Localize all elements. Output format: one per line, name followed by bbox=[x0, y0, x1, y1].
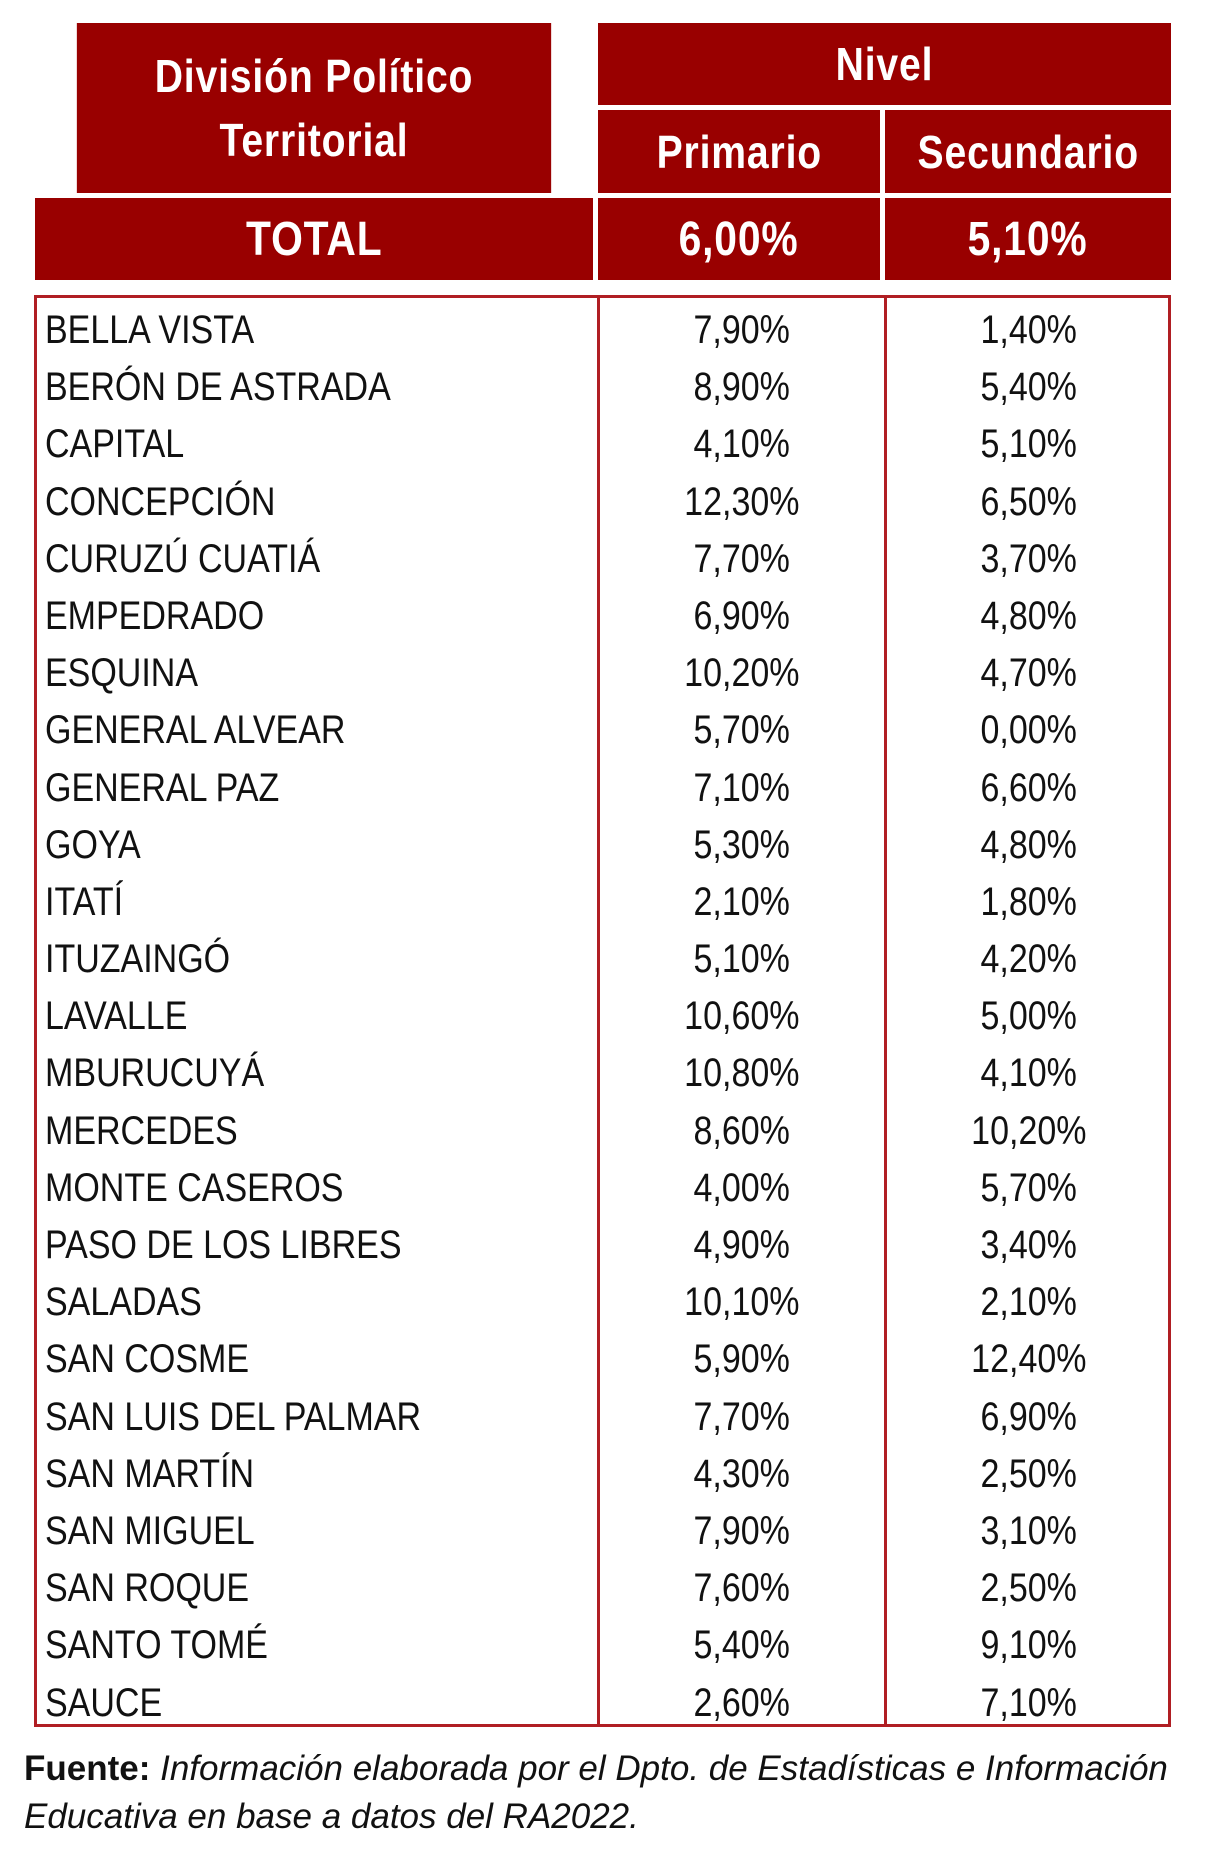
row-name: CONCEPCIÓN bbox=[45, 479, 276, 524]
table-row bbox=[37, 1217, 1168, 1274]
source-label: Fuente: bbox=[24, 1749, 151, 1788]
row-primario-cell bbox=[600, 817, 884, 874]
row-primario: 10,10% bbox=[684, 1280, 800, 1325]
row-secundario: 9,10% bbox=[980, 1623, 1078, 1668]
table-row bbox=[37, 416, 1168, 473]
row-secundario: 3,70% bbox=[980, 536, 1078, 581]
row-primario: 4,90% bbox=[693, 1223, 791, 1267]
row-name: ESQUINA bbox=[45, 651, 199, 696]
row-secundario-cell bbox=[887, 817, 1171, 874]
row-primario-cell bbox=[600, 1503, 884, 1560]
row-name: SALADAS bbox=[45, 1280, 202, 1325]
row-primario: 10,80% bbox=[684, 1051, 800, 1096]
row-primario-cell bbox=[600, 874, 884, 931]
row-primario-cell bbox=[600, 1389, 884, 1446]
header-nivel bbox=[598, 23, 1171, 105]
row-primario-cell bbox=[600, 1274, 884, 1331]
row-secundario-cell bbox=[887, 1446, 1171, 1503]
row-primario-cell bbox=[600, 760, 884, 817]
row-name: LAVALLE bbox=[45, 994, 188, 1039]
row-secundario-cell bbox=[887, 702, 1171, 759]
row-name: MERCEDES bbox=[45, 1108, 238, 1153]
table-row bbox=[37, 702, 1168, 759]
row-secundario-cell bbox=[887, 1675, 1171, 1732]
row-primario: 5,10% bbox=[693, 937, 791, 982]
table-row bbox=[37, 931, 1168, 988]
row-primario: 7,70% bbox=[693, 1394, 791, 1439]
table-row bbox=[37, 645, 1168, 702]
row-primario: 12,30% bbox=[684, 479, 800, 524]
row-primario: 5,70% bbox=[693, 708, 791, 753]
table-row bbox=[37, 1675, 1168, 1732]
total-label-text: TOTAL bbox=[245, 212, 383, 266]
header-division bbox=[77, 23, 551, 193]
row-secundario: 4,80% bbox=[980, 822, 1078, 867]
row-secundario-cell bbox=[887, 1503, 1171, 1560]
data-table bbox=[34, 295, 1171, 1727]
row-primario: 2,60% bbox=[693, 1680, 791, 1725]
row-primario: 4,10% bbox=[693, 422, 791, 467]
row-name: BELLA VISTA bbox=[45, 308, 255, 352]
row-secundario-cell bbox=[887, 1331, 1171, 1388]
row-secundario-cell bbox=[887, 531, 1171, 588]
row-secundario-cell bbox=[887, 474, 1171, 531]
row-secundario: 1,40% bbox=[980, 308, 1078, 352]
header-division-line2: Territorial bbox=[219, 114, 409, 166]
table-row bbox=[37, 302, 1168, 359]
row-secundario-cell bbox=[887, 1389, 1171, 1446]
row-name: GENERAL ALVEAR bbox=[45, 708, 346, 753]
source-text: Información elaborada por el Dpto. de Estadísticas e Información Educativa en base a datos del RA2022. bbox=[24, 1749, 1168, 1836]
row-name: GOYA bbox=[45, 822, 141, 867]
row-secundario: 1,80% bbox=[980, 879, 1078, 924]
table-row bbox=[37, 988, 1168, 1045]
row-primario-cell bbox=[600, 302, 884, 359]
row-secundario: 4,80% bbox=[980, 593, 1078, 638]
row-secundario-cell bbox=[887, 302, 1171, 359]
row-primario: 5,30% bbox=[693, 822, 791, 867]
row-name: EMPEDRADO bbox=[45, 593, 265, 638]
row-secundario: 5,10% bbox=[980, 422, 1078, 467]
row-primario: 4,30% bbox=[693, 1451, 791, 1496]
table-row bbox=[37, 1103, 1168, 1160]
row-secundario-cell bbox=[887, 588, 1171, 645]
row-primario: 8,90% bbox=[693, 365, 791, 410]
table-row bbox=[37, 359, 1168, 416]
row-secundario: 6,50% bbox=[980, 479, 1078, 524]
row-primario-cell bbox=[600, 1331, 884, 1388]
table-row bbox=[37, 1446, 1168, 1503]
row-name: SAUCE bbox=[45, 1680, 163, 1725]
row-secundario-cell bbox=[887, 645, 1171, 702]
total-secundario bbox=[885, 198, 1171, 280]
row-name: CAPITAL bbox=[45, 422, 185, 467]
row-primario-cell bbox=[600, 474, 884, 531]
row-secundario: 2,50% bbox=[980, 1566, 1078, 1611]
row-secundario-cell bbox=[887, 1617, 1171, 1674]
row-secundario: 4,70% bbox=[980, 651, 1078, 696]
row-primario: 8,60% bbox=[693, 1108, 791, 1153]
total-primario-value: 6,00% bbox=[679, 212, 799, 266]
row-name: ITUZAINGÓ bbox=[45, 937, 231, 982]
row-name: SAN MIGUEL bbox=[45, 1508, 255, 1553]
row-secundario: 6,90% bbox=[980, 1394, 1078, 1439]
row-name: MBURUCUYÁ bbox=[45, 1051, 265, 1096]
row-primario-cell bbox=[600, 1617, 884, 1674]
table-row bbox=[37, 588, 1168, 645]
row-secundario: 4,10% bbox=[980, 1051, 1078, 1096]
row-secundario: 0,00% bbox=[980, 708, 1078, 753]
row-secundario: 10,20% bbox=[971, 1108, 1087, 1153]
row-name: SAN MARTÍN bbox=[45, 1451, 255, 1496]
row-name: BERÓN DE ASTRADA bbox=[45, 365, 391, 410]
row-secundario-cell bbox=[887, 1103, 1171, 1160]
table-row bbox=[37, 760, 1168, 817]
header-nivel-label: Nivel bbox=[835, 38, 934, 90]
row-primario-cell bbox=[600, 1160, 884, 1217]
row-name: SAN ROQUE bbox=[45, 1566, 250, 1611]
row-secundario: 5,00% bbox=[980, 994, 1078, 1039]
source-note bbox=[24, 1745, 1194, 1841]
row-primario: 2,10% bbox=[693, 879, 791, 924]
row-primario-cell bbox=[600, 531, 884, 588]
row-primario-cell bbox=[600, 931, 884, 988]
header-primario-label: Primario bbox=[656, 125, 822, 178]
row-secundario: 12,40% bbox=[971, 1337, 1087, 1382]
table-row bbox=[37, 817, 1168, 874]
table-row bbox=[37, 1560, 1168, 1617]
row-primario-cell bbox=[600, 588, 884, 645]
row-secundario: 4,20% bbox=[980, 937, 1078, 982]
row-primario: 4,00% bbox=[693, 1165, 791, 1210]
row-secundario: 3,40% bbox=[980, 1223, 1078, 1267]
row-primario-cell bbox=[600, 988, 884, 1045]
table-rows bbox=[37, 302, 1168, 1732]
row-name: PASO DE LOS LIBRES bbox=[45, 1223, 402, 1267]
total-primario bbox=[598, 198, 880, 280]
row-primario-cell bbox=[600, 416, 884, 473]
row-primario: 6,90% bbox=[693, 593, 791, 638]
row-primario-cell bbox=[600, 1103, 884, 1160]
row-primario-cell bbox=[600, 645, 884, 702]
row-secundario-cell bbox=[887, 359, 1171, 416]
row-name: SAN COSME bbox=[45, 1337, 250, 1382]
row-secundario-cell bbox=[887, 874, 1171, 931]
row-primario: 7,60% bbox=[693, 1566, 791, 1611]
row-primario-cell bbox=[600, 1217, 884, 1274]
table-row bbox=[37, 1160, 1168, 1217]
row-primario: 7,90% bbox=[693, 308, 791, 352]
table-row bbox=[37, 1389, 1168, 1446]
row-secundario-cell bbox=[887, 1274, 1171, 1331]
row-primario: 10,60% bbox=[684, 994, 800, 1039]
row-primario: 10,20% bbox=[684, 651, 800, 696]
row-primario: 7,70% bbox=[693, 536, 791, 581]
table-row bbox=[37, 1045, 1168, 1102]
header-primario bbox=[598, 110, 880, 193]
table-row bbox=[37, 474, 1168, 531]
row-name: MONTE CASEROS bbox=[45, 1165, 344, 1210]
header-division-line1: División Político bbox=[154, 50, 474, 102]
table-row bbox=[37, 1331, 1168, 1388]
table-row bbox=[37, 531, 1168, 588]
row-name: GENERAL PAZ bbox=[45, 765, 280, 810]
row-secundario: 5,40% bbox=[980, 365, 1078, 410]
table-row bbox=[37, 1617, 1168, 1674]
row-primario: 5,90% bbox=[693, 1337, 791, 1382]
row-secundario: 2,50% bbox=[980, 1451, 1078, 1496]
table-row bbox=[37, 1503, 1168, 1560]
row-name: SANTO TOMÉ bbox=[45, 1623, 268, 1668]
row-primario-cell bbox=[600, 1675, 884, 1732]
row-secundario-cell bbox=[887, 760, 1171, 817]
table-row bbox=[37, 1274, 1168, 1331]
table-row bbox=[37, 874, 1168, 931]
row-primario-cell bbox=[600, 359, 884, 416]
row-secundario: 3,10% bbox=[980, 1508, 1078, 1553]
row-secundario-cell bbox=[887, 1560, 1171, 1617]
total-label bbox=[35, 198, 593, 280]
row-secundario: 6,60% bbox=[980, 765, 1078, 810]
row-primario-cell bbox=[600, 702, 884, 759]
total-secundario-value: 5,10% bbox=[968, 212, 1088, 266]
row-secundario-cell bbox=[887, 1217, 1171, 1274]
row-secundario-cell bbox=[887, 416, 1171, 473]
row-name: CURUZÚ CUATIÁ bbox=[45, 536, 321, 581]
row-secundario: 7,10% bbox=[980, 1680, 1078, 1725]
row-secundario-cell bbox=[887, 988, 1171, 1045]
header-secundario bbox=[885, 110, 1171, 193]
row-secundario: 5,70% bbox=[980, 1165, 1078, 1210]
row-primario: 7,90% bbox=[693, 1508, 791, 1553]
row-primario: 7,10% bbox=[693, 765, 791, 810]
row-secundario-cell bbox=[887, 1160, 1171, 1217]
row-secundario: 2,10% bbox=[980, 1280, 1078, 1325]
row-primario: 5,40% bbox=[693, 1623, 791, 1668]
row-secundario-cell bbox=[887, 931, 1171, 988]
row-primario-cell bbox=[600, 1560, 884, 1617]
row-name: SAN LUIS DEL PALMAR bbox=[45, 1394, 422, 1439]
row-secundario-cell bbox=[887, 1045, 1171, 1102]
row-primario-cell bbox=[600, 1446, 884, 1503]
header-secundario-label: Secundario bbox=[917, 125, 1139, 178]
row-primario-cell bbox=[600, 1045, 884, 1102]
row-name: ITATÍ bbox=[45, 879, 124, 924]
